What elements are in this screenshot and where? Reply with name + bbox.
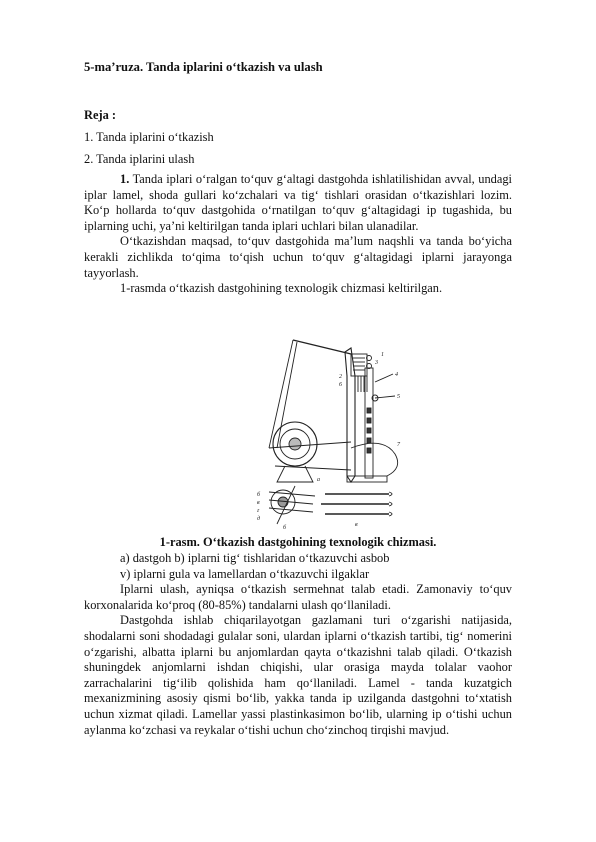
threading-machine-figure [255, 336, 405, 530]
plan-item-2: 2. Tanda iplarini ulash [84, 152, 195, 166]
plan-heading: Reja : [84, 108, 116, 122]
main-text [84, 551, 512, 738]
paragraph-1 [84, 172, 512, 234]
paragraph-4: Iplarni ulash, ayniqsa o‘tkazish sermehnat talab etadi. Zamonaviy to‘quv korxonalarida ko‘proq (80-85%) tandalarni ulash qo‘llaniladi. [84, 582, 512, 612]
figure-caption: 1-rasm. O‘tkazish dastgohining texnologik chizmasi. [159, 535, 437, 549]
figure-label-v2: в [355, 522, 358, 528]
figure-label-d: д [257, 516, 261, 522]
paragraph-1-text: Tanda iplari o‘ralgan to‘quv g‘altagi dastgohda ishlatilishidan avval, undagi iplar lamel, shoda gullari ko‘zchalari va tig‘ tishlari orasidan o‘tkazishlari lozim. Ko‘p hollarda to‘quv dastgohida o‘rnatilgan to‘quv g‘altagidagi ip tugashida, bu iplarning uchi, ya’ni keltirilgan tanda iplari uchlari bilan ulanadilar. [84, 172, 512, 233]
legend-a: a) dastgoh b) iplarni tig‘ tishlaridan o‘tkazuvchi asbob [120, 551, 390, 565]
figure-label-b: б [257, 492, 261, 498]
figure-label-5: 5 [397, 394, 400, 400]
figure-label-6: 6 [339, 382, 342, 388]
legend-v: v) iplarni gula va lamellardan o‘tkazuvchi ilgaklar [120, 566, 370, 581]
paragraph-3: 1-rasmda o‘tkazish dastgohining texnologik chizmasi keltirilgan. [120, 281, 443, 296]
figure-label-a: а [317, 477, 320, 483]
paragraph-2: O‘tkazishdan maqsad, to‘quv dastgohida ma’lum naqshli va tanda bo‘yicha kerakli zichlikda to‘qima to‘qish uchun to‘quv g‘altagidagi iplarni jarayonga tayyorlash. [84, 234, 512, 280]
plan-item-1: 1. Tanda iplarini o‘tkazish [84, 130, 214, 144]
figure-label-2: 2 [339, 374, 342, 380]
figure-label-b2: б [283, 525, 287, 530]
paragraph-5: Dastgohda ishlab chiqarilayotgan gazlamani turi o‘zgarishi natijasida, shodalarni soni shodadagi gulalar soni, ulardan iplarni o‘tkazish tartibi, tig‘ nomerini o‘zgarishi, albatta iplarni bu anjomlardan qayta o‘tkazishni talab qiladi. O‘tkazish shuningdek anjomlarni ishdan chiqishi, ular orasiga mayda tolalar vaohor zarrachalarini tig‘ilib qolishida ham qo‘llaniladi. Lamel - tanda kuzatgich mexanizmining asosiy qismi bo‘lib, yakka tanda ip uzilganda dastgohni to‘xtatish uchun xizmat qiladi. Lamellar yassi plastinkasimon bo‘lib, ularning ip o‘tishi uchun aylanma ko‘zchasi va reykalar o‘tishi uchun cho‘zinchoq tirqishi mavjud. [84, 613, 512, 737]
page-title: 5-ma’ruza. Tanda iplarini o‘tkazish va ulash [84, 60, 323, 74]
figure-label-3: 3 [375, 360, 378, 366]
figure-label-v: в [257, 500, 260, 506]
figure-label-7: 7 [397, 442, 400, 448]
figure-label-4: 4 [395, 372, 398, 378]
paragraph-1-number: 1. [120, 172, 130, 186]
figure-label-g: г [257, 508, 260, 514]
figure-label-1: 1 [381, 352, 384, 358]
intro-text [84, 172, 512, 297]
